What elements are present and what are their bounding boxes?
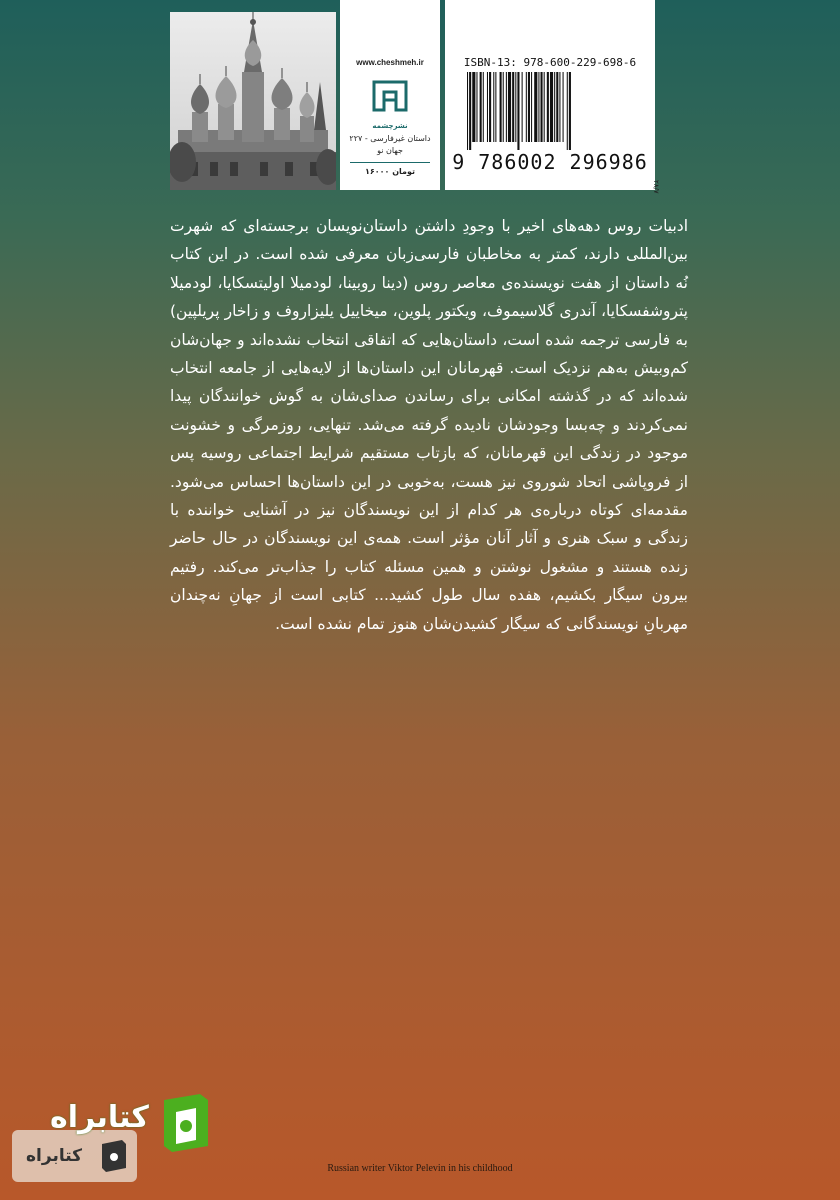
barcode-bar — [531, 72, 532, 142]
barcode-bar — [517, 72, 519, 150]
barcode-bar — [563, 72, 564, 142]
barcode-icon — [467, 72, 637, 150]
barcode-bar — [508, 72, 511, 142]
barcode-bar — [528, 72, 530, 142]
back-cover-blurb: ادبیات روس دهه‌های اخیر با وجودِ داشتن داستان‌نویسان برجسته‌ای که شهرت بین‌المللی دارند، کمتر به مخاطبان فارسی‌زبان معرفی شده است. در این کتاب نُه داستان از هفت نویسنده‌ی معاصر روس (دینا روبینا، لودمیلا اولیتسکایا، لودمیلا پتروشفسکایا، آندری گلاسیموف، ویکتور پلوین، میخاییل یلیزاروف و زاخار پریلپین) به فارسی ترجمه شده است، داستان‌هایی که اتفاقی انتخاب نشده‌اند و جهان‌شان کم‌وبیش به‌هم نزدیک است. قهرمانان این داستان‌ها از لایه‌هایی از جامعه انتخاب شده‌اند که در گذشته امکانی برای رساندن صدای‌شان به گوش خوانندگان پیدا نمی‌کردند و چه‌بسا وجودشان نادیده گرفته می‌شد. تنهایی، روزمرگی و خشونت موجود در زندگی این قهرمانان، که بازتاب مستقیم شرایط اجتماعی روسیه پس از فروپاشی اتحاد شوروی نیز هست، به‌خوبی در این داستان‌ها احساس می‌شود. مقدمه‌ای کوتاه درباره‌ی هر کدام از این نویسندگان نیز در آشنایی خواننده با زندگی و سبک هنری و آثار آنان مؤثر است. همه‌ی این نویسندگان در حال حاضر زنده هستند و مشغول نوشتن و همین مسئله کتاب را جذاب‌تر می‌کند. رفتیم بیرون سیگار بکشیم، هفده سال طول کشید... کتابی است از جهانِ نه‌چندان مهربانِ نویسندگانی که سیگار کشیدن‌شان هنوز تمام نشده است. — [170, 217, 688, 633]
barcode-bar — [556, 72, 558, 142]
cheshmeh-logo-icon — [370, 76, 410, 116]
cover-photo-cathedral — [170, 12, 336, 190]
barcode-bar — [467, 72, 468, 150]
barcode-bar — [480, 72, 482, 142]
barcode-bar — [526, 72, 527, 142]
barcode-bar — [495, 72, 496, 142]
ketabrah-watermark — [12, 1092, 217, 1190]
publisher-subseries: جهان نو — [377, 146, 403, 155]
print-code: ۲۸/۷ — [652, 180, 660, 194]
publisher-url[interactable]: www.cheshmeh.ir — [356, 58, 424, 67]
barcode-bar — [469, 72, 471, 150]
publisher-series: داستان غیرفارسی - ۲۲۷ — [349, 134, 431, 143]
barcode-bar — [483, 72, 484, 142]
barcode-bar — [522, 72, 523, 142]
photo-caption: Russian writer Viktor Pelevin in his childhood — [327, 1163, 513, 1174]
barcode-bar — [547, 72, 549, 142]
publisher-divider — [350, 162, 430, 163]
cathedral-illustration — [170, 12, 336, 190]
barcode-bar — [472, 72, 475, 142]
barcode-bar — [567, 72, 568, 150]
isbn-label: ISBN-13: 978-600-229-698-6 — [463, 56, 637, 69]
barcode-bar — [544, 72, 545, 142]
ketabrah-book-icon — [160, 1094, 212, 1152]
publisher-panel — [340, 0, 440, 190]
barcode-bar — [506, 72, 507, 142]
barcode-bar — [489, 72, 491, 142]
barcode-bar — [538, 72, 539, 142]
barcode-bar — [493, 72, 494, 142]
barcode-bar — [487, 72, 488, 142]
barcode-bar — [550, 72, 553, 142]
barcode-bar — [559, 72, 560, 142]
watermark-text-small: کتابراه — [26, 1146, 83, 1166]
isbn-number: 9 786002 296986 — [452, 150, 648, 174]
barcode-bar — [500, 72, 502, 142]
barcode-bar — [569, 72, 571, 150]
barcode-bar — [554, 72, 555, 142]
barcode-bar — [503, 72, 504, 142]
isbn-barcode-panel — [445, 0, 655, 190]
barcode-bar — [541, 72, 543, 142]
barcode-bar — [534, 72, 537, 142]
barcode-bar — [512, 72, 514, 142]
publisher-imprint: نشرچشمه — [372, 122, 408, 130]
watermark-text-large: کتابراه — [50, 1100, 149, 1135]
book-price: ۱۶۰۰۰ تومان — [364, 167, 415, 176]
barcode-bar — [476, 72, 477, 142]
barcode-bar — [515, 72, 516, 142]
